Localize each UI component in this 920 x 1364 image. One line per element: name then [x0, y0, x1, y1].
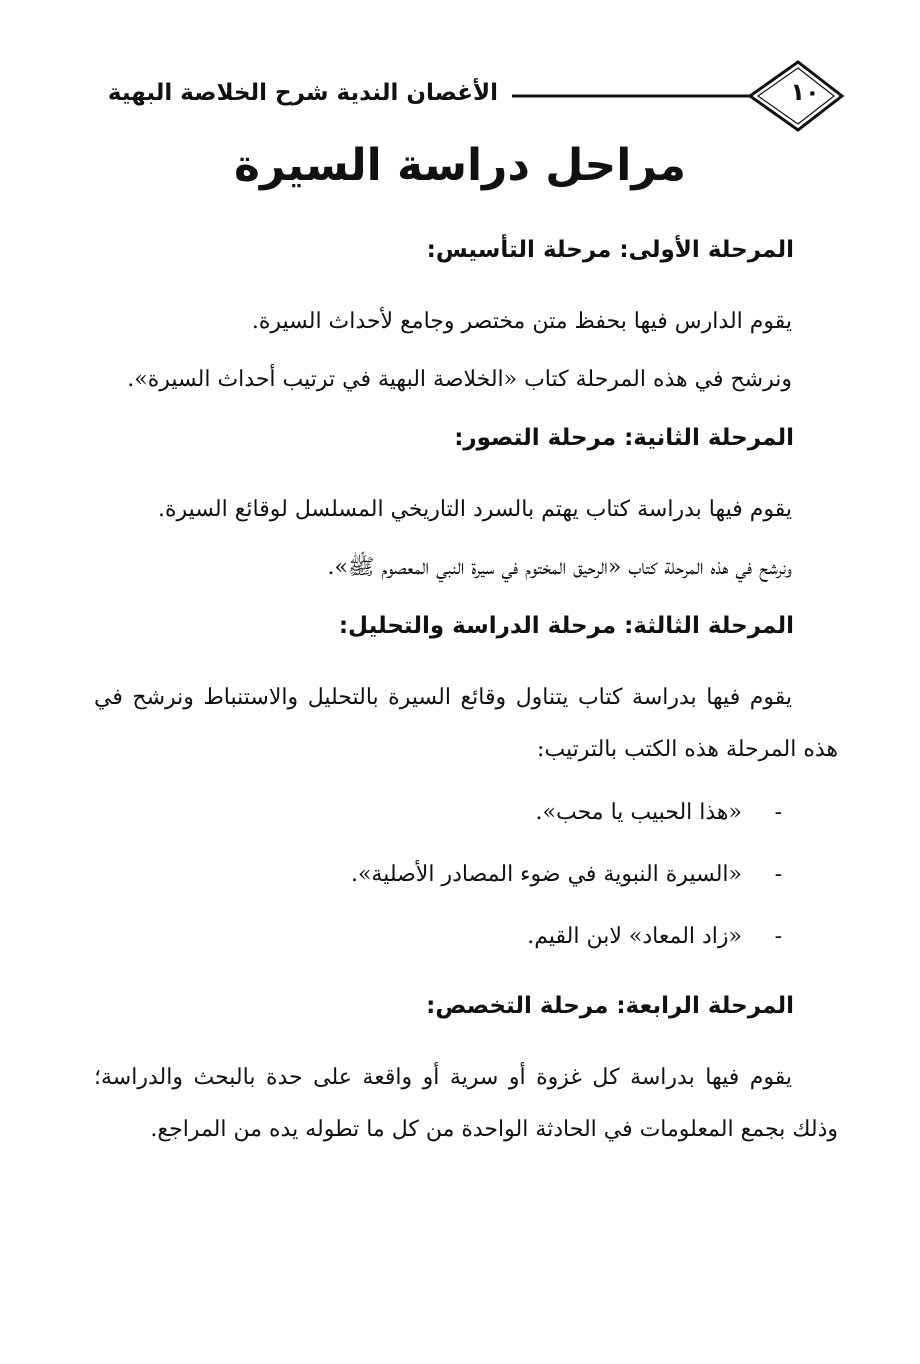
- list-dash: -: [774, 800, 782, 825]
- list-item-text: «هذا الحبيب يا محب».: [535, 800, 742, 825]
- list-item-text: «السيرة النبوية في ضوء المصادر الأصلية».: [350, 862, 742, 887]
- header-ornament: [0, 0, 920, 140]
- stage-2-recommendation: ونرشح في هذه المرحلة كتاب «الرحيق المختوم في سيرة النبي المعصوم ﷺ».: [327, 555, 792, 580]
- stage-1-paragraph: يقوم الدارس فيها بحفظ متن مختصر وجامع لأحداث السيرة.: [251, 309, 792, 334]
- stage-4-paragraph: يقوم فيها بدراسة كل غزوة أو سرية أو واقعة على حدة بالبحث والدراسة؛ وذلك بجمع المعلومات في الحادثة الواحدة من كل ما تطوله يده من المراجع.: [94, 1065, 838, 1142]
- list-item: [94, 906, 792, 968]
- book-title: الأغصان الندية شرح الخلاصة البهية: [107, 80, 498, 106]
- book-list: [94, 782, 792, 968]
- stage-3-paragraph: يقوم فيها بدراسة كتاب يتناول وقائع السيرة بالتحليل والاستنباط ونرشح في هذه المرحلة هذه الكتب بالترتيب:: [94, 685, 838, 762]
- list-item-text: «زاد المعاد» لابن القيم.: [527, 924, 742, 949]
- stage-2-paragraph: يقوم فيها بدراسة كتاب يهتم بالسرد التاريخي المسلسل لوقائع السيرة.: [157, 497, 792, 522]
- page-body: [94, 226, 838, 1162]
- page-number: ١٠: [790, 78, 820, 106]
- list-item: [94, 844, 792, 906]
- stage-1-heading: المرحلة الأولى: مرحلة التأسيس:: [426, 237, 794, 263]
- stage-2-heading: المرحلة الثانية: مرحلة التصور:: [454, 425, 794, 451]
- stage-3-heading: المرحلة الثالثة: مرحلة الدراسة والتحليل:: [338, 613, 794, 639]
- list-dash: -: [774, 862, 782, 887]
- list-dash: -: [774, 924, 782, 949]
- page-title: مراحل دراسة السيرة: [234, 140, 686, 191]
- list-item: [94, 782, 792, 844]
- running-header: [0, 0, 920, 140]
- stage-1-recommendation: ونرشح في هذه المرحلة كتاب «الخلاصة البهية في ترتيب أحداث السيرة».: [127, 367, 792, 392]
- stage-4-heading: المرحلة الرابعة: مرحلة التخصص:: [426, 993, 794, 1019]
